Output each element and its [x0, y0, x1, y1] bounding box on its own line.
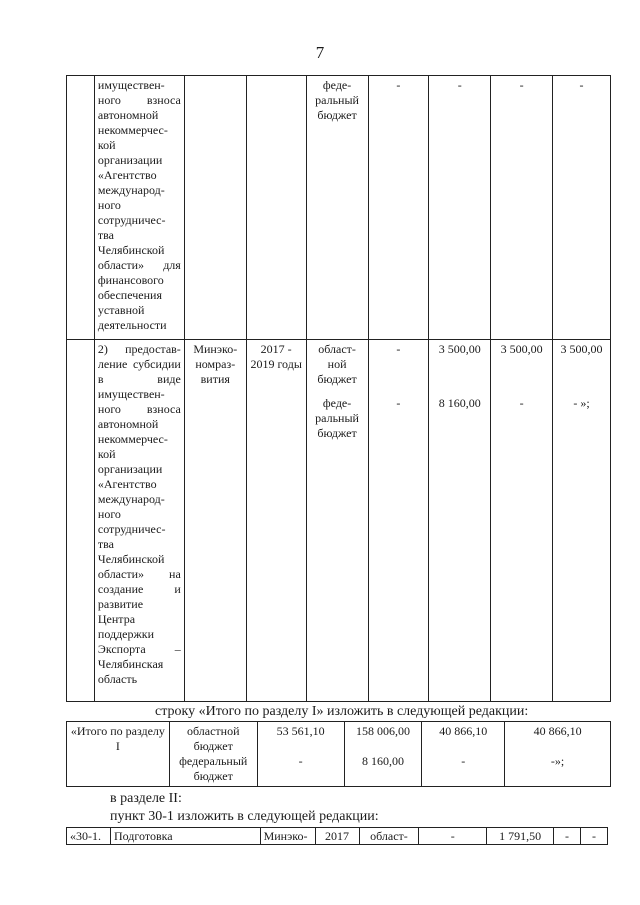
value-federal: - — [461, 754, 466, 768]
period-cell: 2017 - 2019 годы — [246, 340, 306, 702]
instruction-line: строку «Итого по разделу I» изложить в следующей редакции: — [155, 704, 529, 719]
value-cell — [553, 340, 611, 702]
value-federal: -»; — [550, 754, 565, 768]
source-federal: феде-ральный бюджет — [315, 396, 359, 440]
table-row — [67, 340, 611, 702]
value-cell: - — [491, 76, 553, 340]
period-cell — [246, 76, 306, 340]
total-table — [66, 721, 611, 787]
number-cell — [67, 76, 95, 340]
value-federal: - — [298, 754, 303, 768]
value-cell: 1 791,50 — [487, 828, 554, 845]
value-cell: - — [419, 828, 487, 845]
value-cell — [368, 340, 429, 702]
value-cell — [257, 722, 344, 787]
value-federal: - — [519, 396, 524, 410]
section-heading: в разделе II: — [110, 791, 182, 806]
value-regional: 3 500,00 — [438, 342, 481, 356]
value-regional: 53 561,10 — [276, 724, 325, 738]
value-cell: - — [368, 76, 429, 340]
value-federal: - — [396, 396, 401, 410]
number-cell — [67, 340, 95, 702]
source-cell: област- — [359, 828, 419, 845]
period-cell: 2017 — [315, 828, 359, 845]
executor-cell: Минэко-номраз-вития — [184, 340, 246, 702]
source-cell — [169, 722, 257, 787]
description-cell: 2) предостав-ление субсидии в виде имуществен-ного взноса автономной некоммерчес-кой организации «Агентство международ-ного сотрудничес-тва Челябинской области» на создание и развитие Центра поддержки Экспорта – Челябинская область — [94, 340, 184, 702]
value-cell — [491, 340, 553, 702]
instruction-line: пункт 30-1 изложить в следующей редакции: — [110, 809, 379, 824]
value-regional: 40 866,10 — [439, 724, 488, 738]
page-number: 7 — [315, 43, 325, 62]
table-row — [67, 722, 611, 787]
value-federal: 8 160,00 — [438, 396, 481, 410]
description-cell: имуществен-ного взноса автономной некоммерчес-кой организации «Агентство международ-ного сотрудничес-тва Челябинской области» для финансового обеспечения уставной деятельности — [94, 76, 184, 340]
value-regional: 158 006,00 — [355, 724, 410, 738]
value-federal: 8 160,00 — [361, 754, 404, 768]
table-row — [67, 828, 608, 845]
value-cell: - — [553, 76, 611, 340]
table-row — [67, 76, 611, 340]
value-cell: - — [554, 828, 581, 845]
executor-cell — [184, 76, 246, 340]
source-federal: федеральный бюджет — [179, 754, 248, 783]
main-table — [66, 75, 611, 702]
source-regional: областной бюджет — [186, 724, 240, 753]
item-table — [66, 827, 608, 845]
item-number: «30-1. — [67, 828, 111, 845]
value-regional: - — [396, 342, 401, 356]
value-cell — [344, 722, 422, 787]
value-cell: - — [429, 76, 491, 340]
value-cell — [422, 722, 505, 787]
source-cell: феде-ральный бюджет — [306, 76, 368, 340]
value-cell: - — [581, 828, 608, 845]
item-name: Подготовка — [110, 828, 260, 845]
value-regional: 40 866,10 — [533, 724, 582, 738]
value-regional: 3 500,00 — [560, 342, 603, 356]
total-label: «Итого по разделу I — [67, 722, 170, 787]
value-federal: - »; — [573, 396, 590, 410]
executor-cell: Минэко- — [260, 828, 315, 845]
value-cell — [429, 340, 491, 702]
value-cell — [505, 722, 611, 787]
source-regional: област-ной бюджет — [317, 342, 357, 386]
value-regional: 3 500,00 — [500, 342, 543, 356]
source-cell — [306, 340, 368, 702]
